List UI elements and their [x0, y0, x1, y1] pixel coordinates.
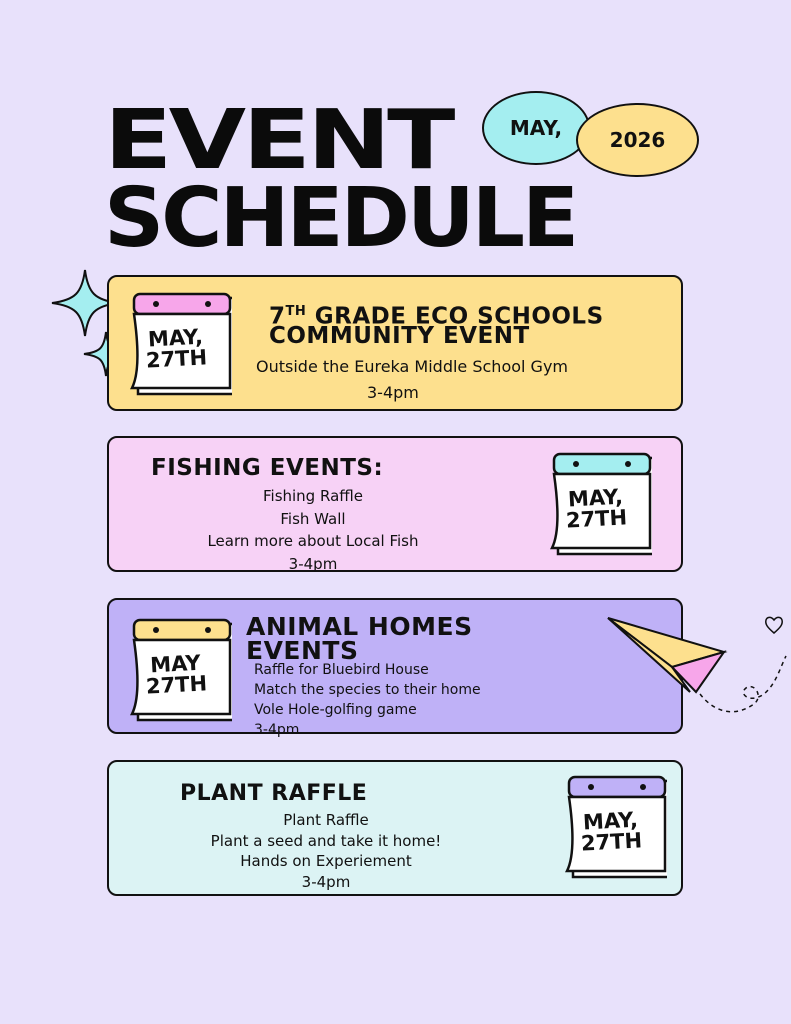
calendar-day: 27TH: [565, 505, 628, 533]
title-event: EVENT: [104, 93, 452, 188]
heart-icon: [763, 614, 785, 636]
title-schedule: SCHEDULE: [104, 171, 577, 266]
list-item: Plant a seed and take it home!: [210, 831, 442, 850]
event-title-line2: EVENTS: [246, 636, 359, 665]
list-item: Hands on Experiement: [240, 852, 412, 870]
event-items: [163, 485, 463, 575]
list-item: Match the species to their home: [254, 682, 481, 698]
event-time: 3-4pm: [367, 383, 419, 402]
event-title: FISHING EVENTS:: [151, 455, 384, 481]
title-superscript: TH: [285, 304, 307, 319]
calendar-icon: [120, 292, 232, 400]
title-number: 7: [269, 303, 286, 330]
calendar-day: 27TH: [145, 345, 208, 373]
list-item: 3-4pm: [301, 872, 351, 891]
calendar-month: MAY,: [147, 324, 204, 352]
event-title: PLANT RAFFLE: [180, 781, 368, 806]
calendar-day: 27TH: [145, 671, 208, 699]
event-title: ANIMAL HOMES: [246, 612, 473, 641]
calendar-icon: [540, 452, 652, 560]
calendar-month: MAY,: [567, 484, 624, 512]
year-badge: [576, 103, 699, 177]
calendar-icon: [120, 618, 232, 726]
calendar-day: 27TH: [580, 828, 643, 856]
month-badge-label: MAY,: [509, 116, 563, 140]
year-badge-label: 2026: [609, 128, 666, 152]
list-item: Raffle for Bluebird House: [254, 662, 429, 678]
event-title-line2: COMMUNITY EVENT: [269, 323, 530, 349]
list-item: Learn more about Local Fish: [207, 532, 419, 550]
list-item: Vole Hole-golfing game: [254, 702, 417, 718]
event-items: [254, 660, 481, 740]
list-item: 3-4pm: [254, 722, 300, 738]
list-item: Fishing Raffle: [262, 487, 363, 505]
event-location: Outside the Eureka Middle School Gym: [256, 357, 569, 376]
calendar-month: MAY,: [582, 807, 639, 835]
calendar-icon: [555, 775, 667, 883]
title-rest: GRADE ECO SCHOOLS: [306, 303, 604, 330]
calendar-month: MAY: [149, 650, 202, 678]
list-item: Plant Raffle: [283, 811, 369, 829]
event-items: [196, 810, 456, 892]
list-item: 3-4pm: [288, 554, 338, 573]
list-item: Fish Wall: [280, 509, 346, 528]
month-badge: [482, 91, 590, 165]
